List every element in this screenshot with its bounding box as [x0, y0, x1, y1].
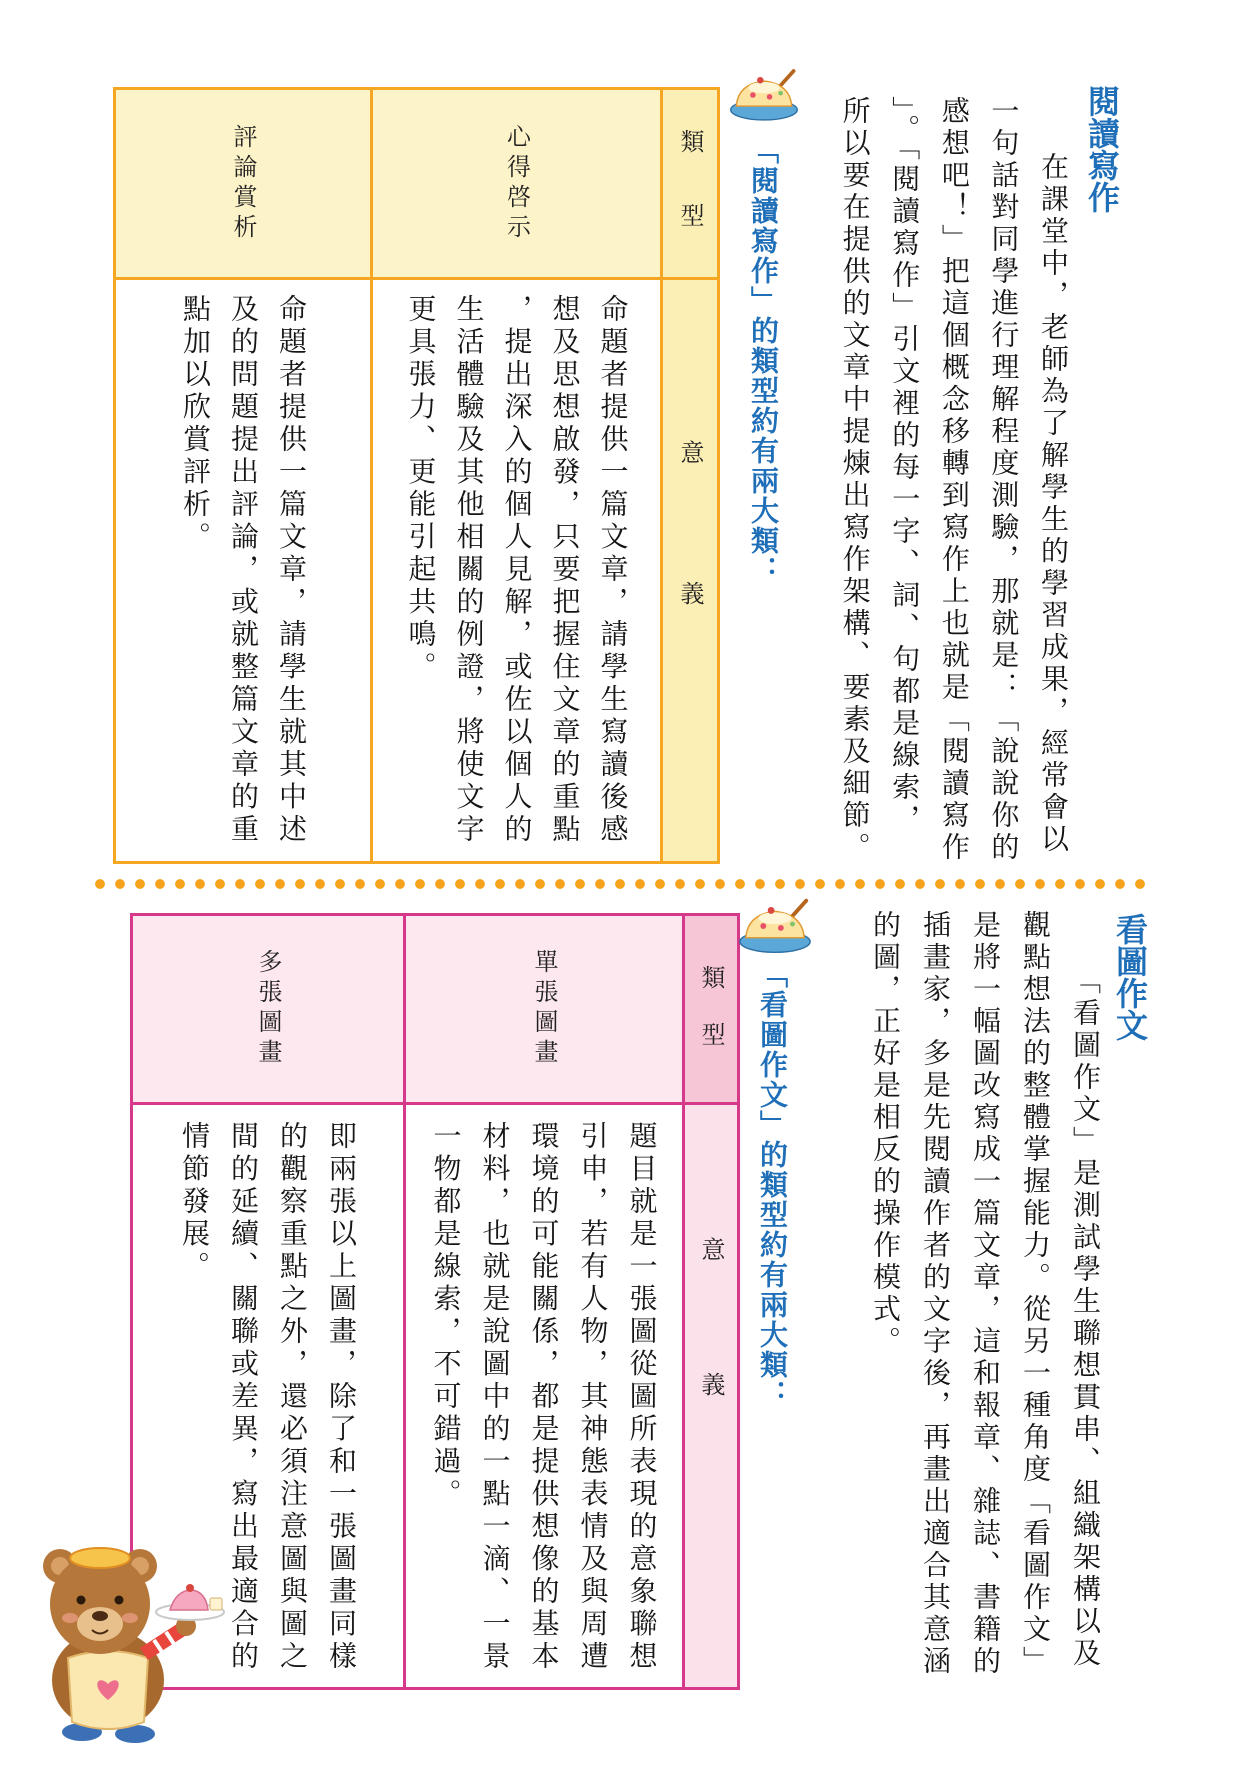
bear-chef-illustration: [20, 1540, 235, 1745]
table-row: [406, 916, 685, 1687]
bear-left-cheek: [62, 1613, 78, 1623]
header-type-cell: [685, 916, 737, 1105]
paragraph-line: 的圖，正好是相反的操作模式。: [869, 910, 902, 1358]
header-meaning-label: 意義: [697, 1237, 725, 1507]
meaning-line: 命題者提供一篇文章，請學生就其中述: [275, 294, 308, 847]
table-header-column: [685, 916, 737, 1687]
bear-left-eye: [77, 1596, 86, 1605]
meaning-text: [397, 294, 637, 847]
meaning-line: 生活體驗及其他相關的例證，將使文字: [452, 294, 486, 847]
cake-bowl-icon: [727, 66, 801, 124]
cherry: [757, 77, 763, 83]
type-cell: [373, 90, 660, 280]
meaning-text: [171, 294, 315, 847]
cake-bowl-icon: [736, 896, 814, 956]
type-cell: [116, 90, 370, 280]
bear-right-cheek: [122, 1613, 138, 1623]
type-cell: [406, 916, 682, 1105]
paragraph-line: 所以要在提供的文章中提煉出寫作架構、要素及細節。: [838, 96, 872, 864]
meaning-cell: [406, 1105, 682, 1687]
bear-nose: [92, 1611, 108, 1621]
sprinkle: [778, 91, 783, 96]
sprinkle: [790, 922, 795, 927]
meaning-line: 的觀察重點之外，還必須注意圖與圖之: [276, 1121, 309, 1674]
plate-cake: [170, 1590, 208, 1610]
berry: [767, 94, 773, 100]
bear-hat: [70, 1548, 130, 1568]
reading-writing-types-heading: 「閱讀寫作」的類型約有兩大類：: [747, 136, 780, 586]
paragraph-line: 感想吧！」把這個概念移轉到寫作上也就是「閱讀寫作: [937, 96, 971, 864]
meaning-text: [422, 1121, 667, 1674]
paragraph-line: 觀點想法的整體掌握能力。從另一種角度「看圖作文」: [1019, 910, 1052, 1678]
meaning-line: 即兩張以上圖畫，除了和一張圖畫同樣: [325, 1121, 358, 1674]
type-label: 多張圖畫: [254, 949, 282, 1069]
cake-cherry: [186, 1584, 194, 1592]
berry: [760, 923, 766, 929]
meaning-line: 命題者提供一篇文章，請學生寫讀後感: [596, 294, 630, 847]
table-row: [116, 90, 373, 861]
picture-writing-types-heading: 「看圖作文」的類型約有兩大類：: [756, 960, 789, 1410]
paragraph-line: 一句話對同學進行理解程度測驗，那就是：「說說你的: [987, 96, 1021, 864]
header-meaning-cell: [663, 280, 717, 861]
reading-writing-types-table: [113, 87, 720, 864]
table-header-column: [663, 90, 717, 861]
meaning-line: ，提出深入的個人見解，或佐以個人的: [500, 294, 534, 847]
meaning-line: 題目就是一張圖從圖所表現的意象聯想: [625, 1121, 659, 1674]
type-label: 心得啓示: [502, 123, 531, 244]
meaning-line: 引申，若有人物，其神態表情及與周遭: [576, 1121, 610, 1674]
meaning-line: 更具張力、更能引起共鳴。: [404, 294, 438, 684]
type-label: 單張圖畫: [530, 949, 558, 1069]
header-type-cell: [663, 90, 717, 280]
paragraph-line: 「看圖作文」是測試學生聯想貫串、組織架構以及: [1069, 966, 1102, 1670]
paragraph-line: 」。「閱讀寫作」引文裡的每一字、詞、句都是線索，: [888, 96, 922, 836]
meaning-line: 間的延續、關聯或差異，寫出最適合的: [227, 1121, 260, 1674]
type-cell: [133, 916, 403, 1105]
meaning-line: 點加以欣賞評析。: [179, 294, 212, 554]
berry: [750, 92, 756, 98]
dotted-divider: [90, 878, 1154, 890]
type-label: 評論賞析: [229, 123, 257, 244]
reading-writing-paragraph: [830, 96, 1078, 876]
icing: [748, 82, 779, 93]
meaning-line: 情節發展。: [178, 1121, 211, 1284]
meaning-cell: [373, 280, 660, 861]
paragraph-line: 是將一幅圖改寫成一篇文章，這和報章、雜誌、書籍的: [969, 910, 1002, 1678]
berry: [778, 925, 784, 931]
paragraph-line: 在課堂中，老師為了解學生的學習成果，經常會以: [1037, 152, 1070, 856]
bear-right-eye: [115, 1596, 124, 1605]
meaning-line: 想及思想啟發，只要把握住文章的重點: [548, 294, 582, 847]
reading-writing-title: 閱讀寫作: [1083, 85, 1121, 213]
meaning-line: 及的問題提出評論，或就整篇文章的重: [227, 294, 260, 847]
meaning-cell: [116, 280, 370, 861]
header-type-label: 類型: [697, 965, 725, 1079]
cherry: [768, 907, 775, 914]
picture-writing-paragraph: [860, 910, 1110, 1690]
header-meaning-label: 意義: [676, 440, 704, 722]
header-meaning-cell: [685, 1105, 737, 1687]
icing: [758, 912, 791, 924]
paragraph-line: 插畫家，多是先閱讀作者的文字後，再畫出適合其意涵: [919, 910, 952, 1678]
table-row: [373, 90, 663, 861]
picture-writing-title: 看圖作文: [1111, 913, 1149, 1041]
meaning-line: 環境的可能關係，都是提供想像的基本: [527, 1121, 561, 1674]
plate-cup: [210, 1598, 222, 1610]
meaning-line: 一物都是線索，不可錯過。: [429, 1121, 463, 1511]
meaning-line: 材料，也就是說圖中的一點一滴、一景: [478, 1121, 512, 1674]
header-type-label: 類型: [676, 129, 704, 277]
